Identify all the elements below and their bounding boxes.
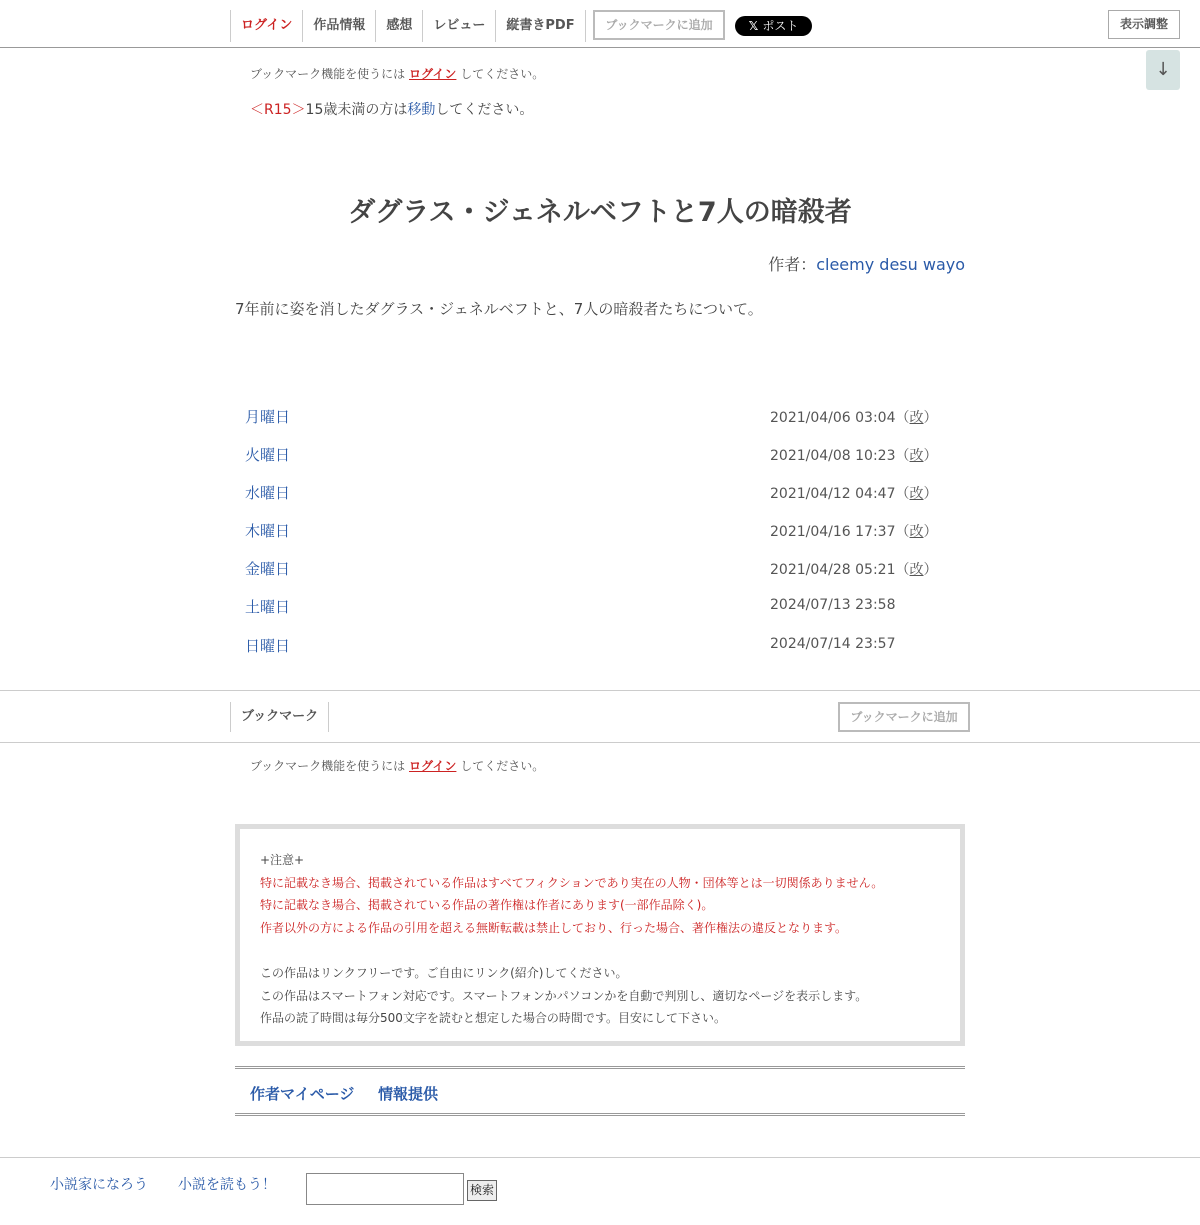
info-provide-link[interactable]: 情報提供 (378, 1085, 439, 1103)
notice-login-link[interactable]: ログイン (409, 759, 457, 773)
notice-suffix: してください。 (460, 67, 545, 81)
info-line: この作品はスマートフォン対応です。スマートフォンかパソコンかを自動で判別し、適切なページを表示します。 (260, 988, 868, 1003)
episode-row (235, 631, 965, 661)
search-button[interactable]: 検索 (467, 1180, 497, 1201)
episode-date-text: 2021/04/12 04:47 (770, 486, 896, 502)
synopsis: 7年前に姿を消したダグラス・ジェネルベフトと、7人の暗殺者たちについて。 (235, 300, 763, 318)
bookmark-tab[interactable]: ブックマーク (230, 702, 329, 732)
caution-heading: +注意+ (260, 853, 305, 867)
x-logo-icon: 𝕏 (748, 19, 759, 33)
revised-mark: 改 (909, 562, 924, 578)
episode-row (235, 592, 965, 622)
episode-date: 2021/04/12 04:47（改） (770, 486, 938, 502)
nav-impressions[interactable]: 感想 (376, 10, 423, 42)
author-line (768, 252, 965, 275)
work-title: ダグラス・ジェネルベフトと7人の暗殺者 (348, 197, 852, 228)
x-post-button[interactable] (735, 16, 812, 36)
nav-vertical-pdf[interactable]: 縦書きPDF (496, 10, 585, 42)
episode-title-link[interactable]: 月曜日 (245, 408, 291, 426)
site-link-narou[interactable]: 小説家になろう (50, 1177, 148, 1193)
episode-title-link[interactable]: 土曜日 (245, 598, 291, 616)
caution-gap (260, 939, 940, 962)
footer-links (235, 1066, 965, 1116)
bookmark-login-notice-bottom (250, 757, 544, 774)
add-bookmark-button-bottom[interactable]: ブックマークに追加 (838, 702, 970, 732)
episode-row (235, 554, 965, 584)
episode-date-text: 2021/04/28 05:21 (770, 562, 896, 578)
episode-date-text: 2021/04/08 10:23 (770, 448, 896, 464)
author-prefix: 作者： (768, 255, 817, 274)
notice-login-link[interactable]: ログイン (409, 67, 457, 81)
episode-title-link[interactable]: 水曜日 (245, 484, 291, 502)
rating-move-link[interactable]: 移動 (407, 102, 436, 118)
episode-row (235, 440, 965, 470)
display-settings-button[interactable]: 表示調整 (1108, 10, 1180, 39)
info-line: この作品はリンクフリーです。ご自由にリンク(紹介)してください。 (260, 966, 628, 980)
episode-date: 2021/04/28 05:21（改） (770, 562, 938, 578)
nav-login[interactable]: ログイン (231, 10, 303, 42)
episode-row (235, 516, 965, 546)
episode-date: 2024/07/14 23:57 (770, 636, 896, 652)
episode-title-link[interactable]: 金曜日 (245, 560, 291, 578)
episode-date: 2024/07/13 23:58 (770, 597, 896, 613)
caution-box (235, 824, 965, 1046)
episode-title-link[interactable]: 日曜日 (245, 637, 291, 655)
nav-work-info[interactable]: 作品情報 (303, 10, 376, 42)
episode-row (235, 402, 965, 432)
episode-date: 2021/04/08 10:23（改） (770, 448, 938, 464)
info-line: 作品の読了時間は毎分500文字を読むと想定した場合の時間です。目安にして下さい。 (260, 1011, 726, 1025)
scroll-down-icon[interactable]: ↓ (1146, 50, 1180, 90)
nav-menu (230, 10, 586, 42)
episode-date-text: 2021/04/16 17:37 (770, 524, 896, 540)
episode-date: 2021/04/16 17:37（改） (770, 524, 938, 540)
caution-line: 特に記載なき場合、掲載されている作品の著作権は作者にあります(一部作品除く)。 (260, 898, 714, 912)
notice-suffix: してください。 (460, 759, 545, 773)
bottom-bookmark-bar (0, 690, 1200, 743)
revised-mark: 改 (909, 524, 924, 540)
episode-title-link[interactable]: 木曜日 (245, 522, 291, 540)
search-input[interactable] (306, 1173, 464, 1205)
revised-mark: 改 (909, 448, 924, 464)
add-bookmark-button[interactable]: ブックマークに追加 (593, 10, 725, 40)
episode-row (235, 478, 965, 508)
caution-line: 特に記載なき場合、掲載されている作品はすべてフィクションであり実在の人物・団体等とは一切関係ありません。 (260, 875, 884, 890)
rating-text-after: してください。 (435, 102, 534, 118)
notice-prefix: ブックマーク機能を使うには (250, 67, 406, 81)
episode-date-text: 2021/04/06 03:04 (770, 410, 896, 426)
rating-text-before: 15歳未満の方は (305, 102, 408, 118)
site-footer (0, 1157, 1200, 1225)
rating-notice (250, 99, 533, 119)
revised-mark: 改 (909, 486, 924, 502)
site-link-yomou[interactable]: 小説を読もう！ (178, 1177, 276, 1193)
notice-prefix: ブックマーク機能を使うには (250, 759, 406, 773)
author-mypage-link[interactable]: 作者マイページ (250, 1085, 355, 1103)
bookmark-login-notice (250, 65, 544, 82)
x-post-label: ポスト (762, 19, 799, 33)
revised-mark: 改 (909, 410, 924, 426)
top-nav (0, 0, 1200, 48)
caution-line: 作者以外の方による作品の引用を超える無断転載は禁止しており、行った場合、著作権法の違反となります。 (260, 920, 848, 935)
author-link[interactable]: cleemy desu wayo (816, 255, 965, 274)
r15-tag: ＜R15＞ (250, 102, 306, 118)
episode-title-link[interactable]: 火曜日 (245, 446, 291, 464)
nav-review[interactable]: レビュー (423, 10, 496, 42)
episode-date: 2021/04/06 03:04（改） (770, 410, 938, 426)
